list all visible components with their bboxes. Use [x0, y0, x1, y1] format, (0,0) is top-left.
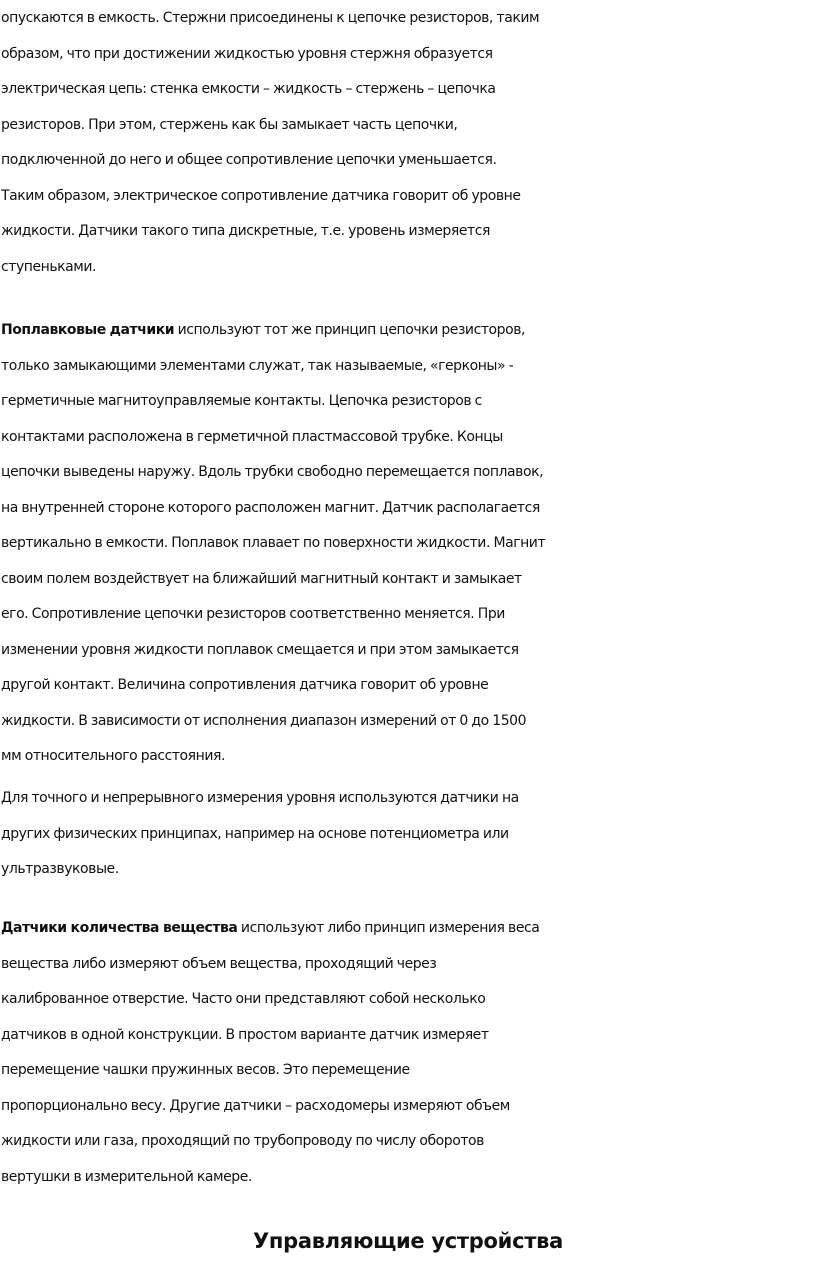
text-line: своим полем воздействует на ближайший магнитный контакт и замыкает — [1, 570, 522, 587]
text-line: контактами расположена в герметичной пластмассовой трубке. Концы — [1, 428, 503, 445]
text-line: мм относительного расстояния. — [1, 748, 225, 764]
text-line: его. Сопротивление цепочки резисторов соответственно меняется. При — [1, 606, 505, 622]
text-line: подключенной до него и общее сопротивление цепочки уменьшается. — [1, 152, 497, 168]
section-heading: Управляющие устройства — [253, 1229, 563, 1253]
text-line — [1, 313, 816, 349]
text-line: калиброванное отверстие. Часто они представляют собой несколько — [1, 991, 486, 1007]
text-line: на внутренней стороне которого расположен магнит. Датчик располагается — [1, 499, 540, 516]
text-line-rest: используют тот же принцип цепочки резисторов, — [174, 322, 526, 338]
text-line: жидкости. В зависимости от исполнения диапазон измерений от 0 до 1500 — [1, 712, 527, 729]
text-line: изменении уровня жидкости поплавок смещается и при этом замыкается — [1, 641, 519, 658]
text-line — [1, 911, 816, 947]
text-line: другой контакт. Величина сопротивления датчика говорит об уровне — [1, 677, 489, 693]
text-line: цепочки выведены наружу. Вдоль трубки свободно перемещается поплавок, — [1, 464, 544, 480]
bold-term-float-sensors: Поплавковые датчики — [1, 322, 175, 338]
paragraph-level-sensors-continued — [1, 1, 816, 285]
text-line: образом, что при достижении жидкостью уровня стержня образуется — [1, 45, 493, 62]
paragraph-float-sensors — [1, 313, 816, 775]
text-line: Таким образом, электрическое сопротивление датчика говорит об уровне — [1, 187, 521, 204]
text-line: других физических принципах, например на основе потенциометра или — [1, 825, 509, 842]
bold-term-quantity-sensors: Датчики количества вещества — [1, 920, 238, 936]
paragraph-continuous-measurement — [1, 781, 816, 888]
text-line: перемещение чашки пружинных весов. Это перемещение — [1, 1062, 410, 1078]
paragraph-quantity-sensors — [1, 911, 816, 1195]
text-line: только замыкающими элементами служат, так называемые, «герконы» - — [1, 357, 514, 374]
text-line: Для точного и непрерывного измерения уровня используются датчики на — [1, 790, 519, 806]
text-line: ступеньками. — [1, 258, 97, 275]
text-line: опускаются в емкость. Стержни присоединены к цепочке резисторов, таким — [1, 10, 540, 26]
text-line-rest: используют либо принцип измерения веса — [237, 920, 540, 936]
text-line: электрическая цепь: стенка емкости – жидкость – стержень – цепочка — [1, 81, 496, 97]
text-line: ультразвуковые. — [1, 861, 119, 877]
text-line: вертикально в емкости. Поплавок плавает по поверхности жидкости. Магнит — [1, 535, 546, 551]
text-line: вещества либо измеряют объем вещества, проходящий через — [1, 955, 437, 972]
text-line: датчиков в одной конструкции. В простом варианте датчик измеряет — [1, 1026, 489, 1043]
text-line: вертушки в измерительной камере. — [1, 1168, 252, 1185]
text-line: жидкости. Датчики такого типа дискретные, т.е. уровень измеряется — [1, 223, 490, 239]
text-line: жидкости или газа, проходящий по трубопроводу по числу оборотов — [1, 1133, 484, 1149]
text-line: герметичные магнитоуправляемые контакты. Цепочка резисторов с — [1, 393, 482, 409]
text-line: резисторов. При этом, стержень как бы замыкает часть цепочки, — [1, 116, 458, 133]
text-line: пропорционально весу. Другие датчики – расходомеры измеряют объем — [1, 1097, 510, 1114]
